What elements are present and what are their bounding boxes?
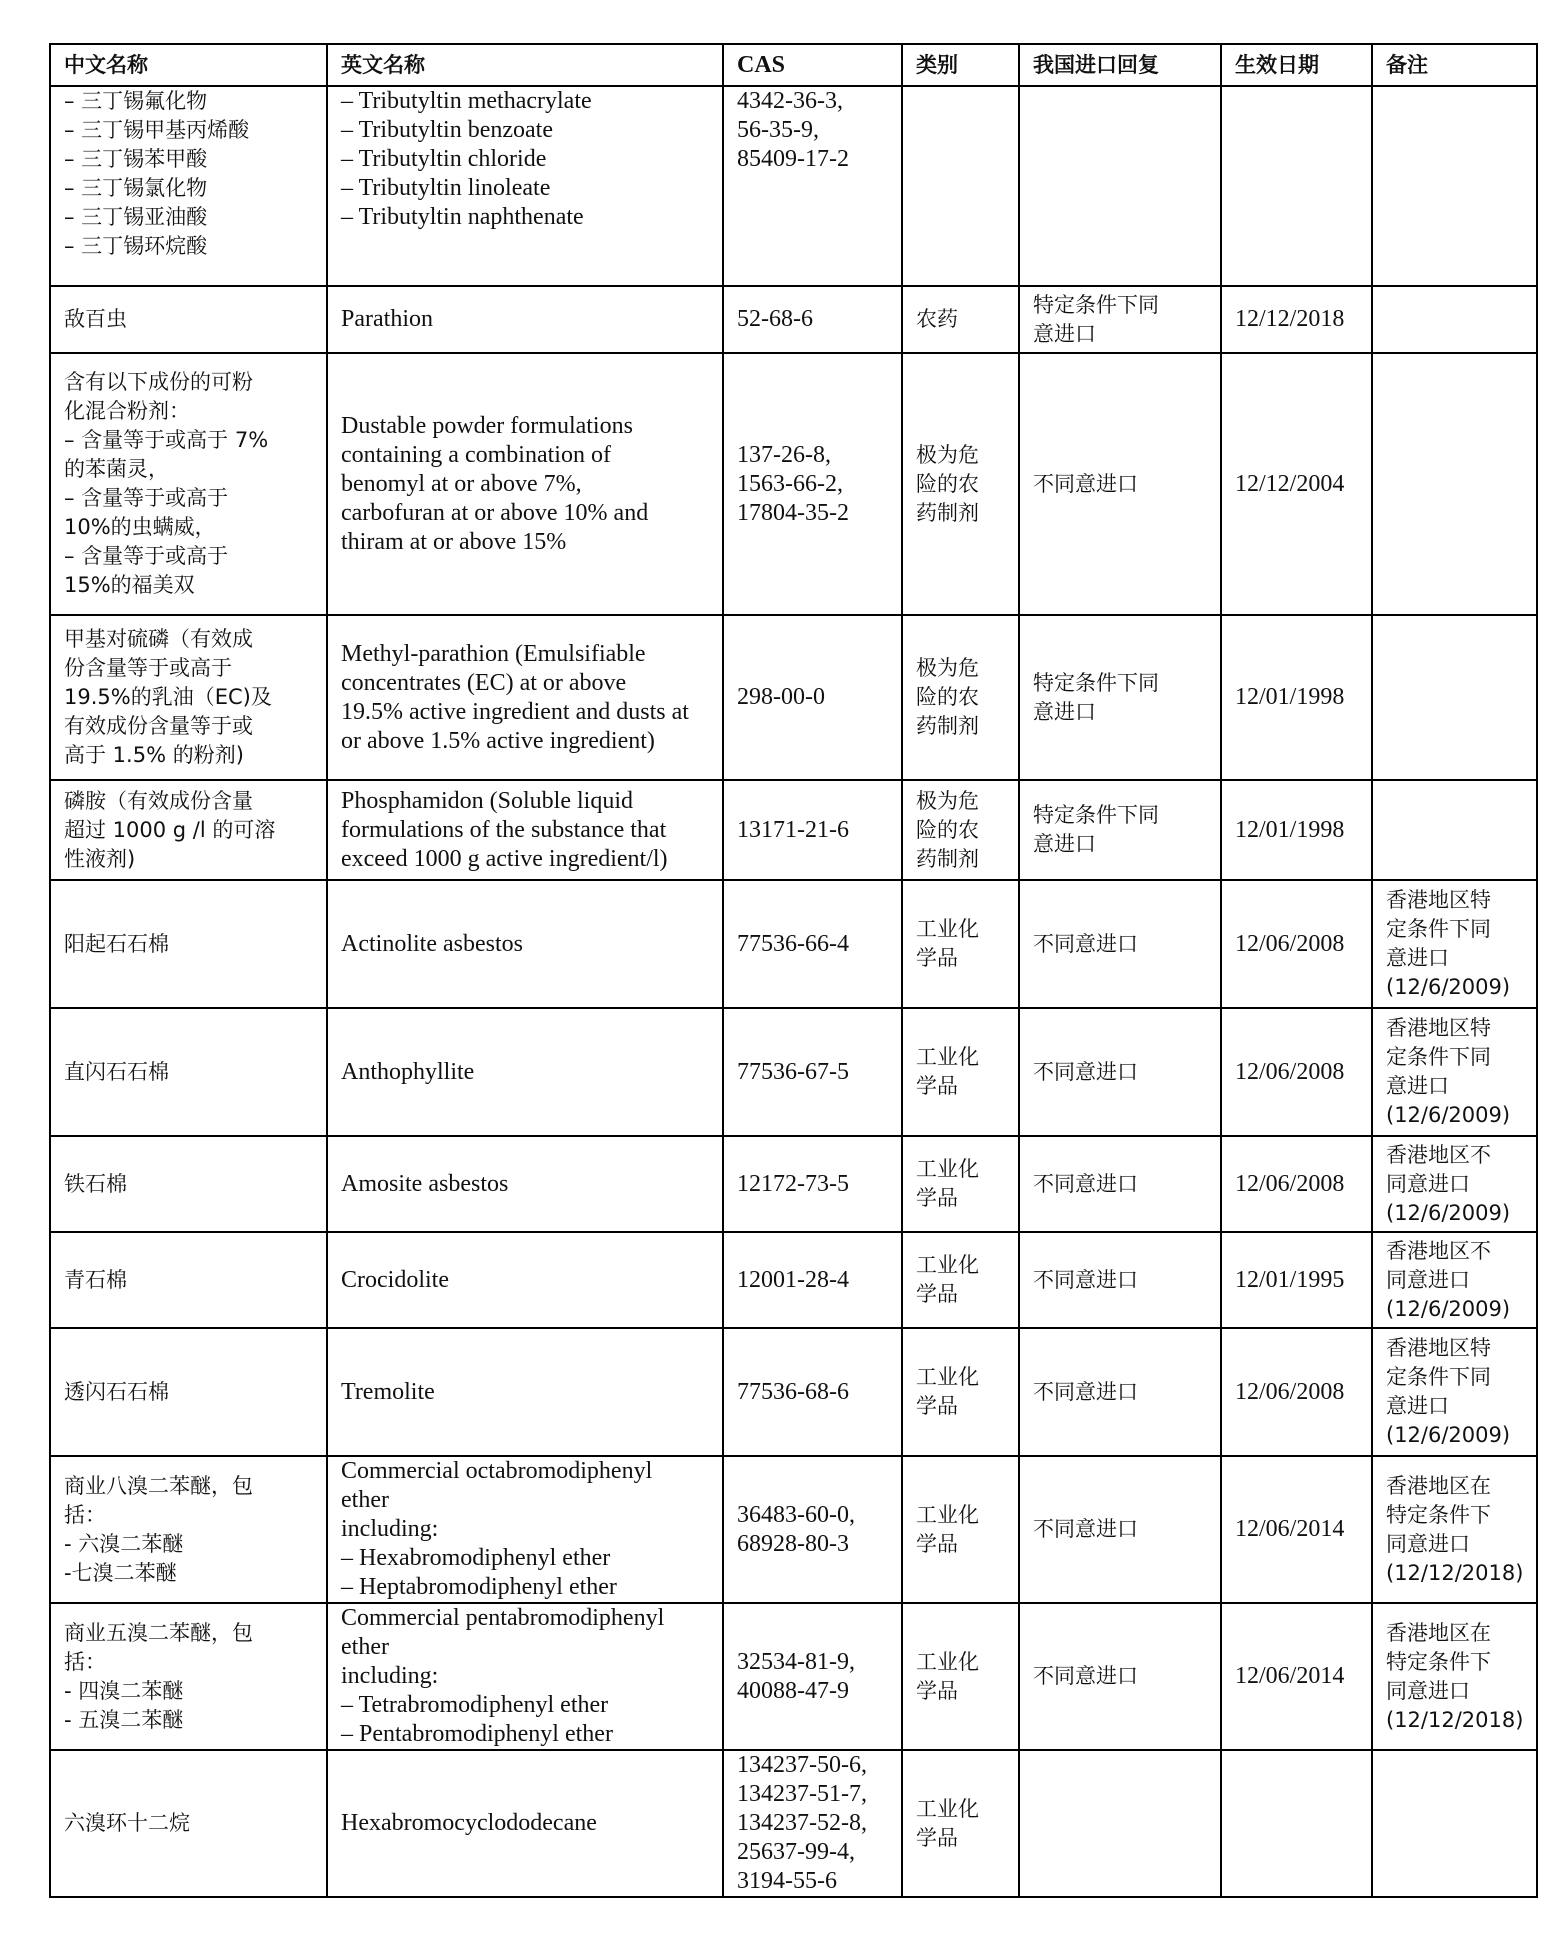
cell-cas: 298-00-0: [723, 615, 902, 780]
cell-category: 工业化 学品: [902, 880, 1019, 1008]
cell-cas: 32534-81-9, 40088-47-9: [723, 1603, 902, 1750]
cell-remarks: 香港地区在 特定条件下 同意进口 (12/12/2018): [1372, 1456, 1537, 1603]
cell-import-reply: [1019, 86, 1221, 286]
cell-import-reply: 不同意进口: [1019, 1232, 1221, 1328]
cell-effective-date: 12/06/2008: [1221, 1328, 1372, 1456]
cell-english-name: Amosite asbestos: [327, 1136, 723, 1232]
cell-effective-date: 12/01/1998: [1221, 615, 1372, 780]
cell-remarks: 香港地区不 同意进口 (12/6/2009): [1372, 1136, 1537, 1232]
table-row: [50, 1232, 1537, 1328]
header-effective-date: 生效日期: [1221, 44, 1372, 86]
cell-chinese-name: 商业八溴二苯醚，包 括： - 六溴二苯醚 -七溴二苯醚: [50, 1456, 327, 1603]
cell-import-reply: 特定条件下同 意进口: [1019, 780, 1221, 880]
table-row: [50, 1750, 1537, 1897]
cell-import-reply: 特定条件下同 意进口: [1019, 286, 1221, 353]
cell-import-reply: 不同意进口: [1019, 1328, 1221, 1456]
table-row: [50, 880, 1537, 1008]
header-english-name: 英文名称: [327, 44, 723, 86]
cell-chinese-name: 直闪石石棉: [50, 1008, 327, 1136]
cell-chinese-name: – 三丁锡氟化物 – 三丁锡甲基丙烯酸 – 三丁锡苯甲酸 – 三丁锡氯化物 – 三丁锡亚油酸 – 三丁锡环烷酸: [50, 86, 327, 286]
table-row: [50, 86, 1537, 286]
cell-category: 极为危 险的农 药制剂: [902, 615, 1019, 780]
cell-chinese-name: 青石棉: [50, 1232, 327, 1328]
cell-category: 极为危 险的农 药制剂: [902, 780, 1019, 880]
cell-effective-date: [1221, 86, 1372, 286]
table-row: [50, 353, 1537, 615]
cell-chinese-name: 商业五溴二苯醚，包 括： - 四溴二苯醚 - 五溴二苯醚: [50, 1603, 327, 1750]
cell-cas: 4342-36-3, 56-35-9, 85409-17-2: [723, 86, 902, 286]
cell-cas: 12172-73-5: [723, 1136, 902, 1232]
cell-cas: 12001-28-4: [723, 1232, 902, 1328]
cell-effective-date: 12/06/2014: [1221, 1603, 1372, 1750]
cell-effective-date: [1221, 1750, 1372, 1897]
header-import-reply: 我国进口回复: [1019, 44, 1221, 86]
cell-category: 工业化 学品: [902, 1136, 1019, 1232]
cell-cas: 134237-50-6, 134237-51-7, 134237-52-8, 25637-99-4, 3194-55-6: [723, 1750, 902, 1897]
cell-remarks: 香港地区特 定条件下同 意进口 (12/6/2009): [1372, 1328, 1537, 1456]
cell-effective-date: 12/06/2014: [1221, 1456, 1372, 1603]
header-chinese-name: 中文名称: [50, 44, 327, 86]
cell-remarks: [1372, 86, 1537, 286]
cell-remarks: 香港地区在 特定条件下 同意进口 (12/12/2018): [1372, 1603, 1537, 1750]
cell-effective-date: 12/06/2008: [1221, 1008, 1372, 1136]
cell-english-name: Methyl-parathion (Emulsifiable concentrates (EC) at or above 19.5% active ingredient and dusts at or above 1.5% active ingredient): [327, 615, 723, 780]
cell-english-name: Hexabromocyclododecane: [327, 1750, 723, 1897]
cell-english-name: Dustable powder formulations containing a combination of benomyl at or above 7%, carbofuran at or above 10% and thiram at or above 15%: [327, 353, 723, 615]
cell-remarks: 香港地区不 同意进口 (12/6/2009): [1372, 1232, 1537, 1328]
header-row: [50, 44, 1537, 86]
cell-import-reply: 不同意进口: [1019, 1603, 1221, 1750]
cell-category: [902, 86, 1019, 286]
cell-cas: 36483-60-0, 68928-80-3: [723, 1456, 902, 1603]
cell-english-name: Commercial octabromodiphenyl ether including: – Hexabromodiphenyl ether – Heptabromodiphenyl ether: [327, 1456, 723, 1603]
cell-import-reply: 不同意进口: [1019, 1136, 1221, 1232]
cell-chinese-name: 阳起石石棉: [50, 880, 327, 1008]
cell-cas: 77536-68-6: [723, 1328, 902, 1456]
cell-cas: 137-26-8, 1563-66-2, 17804-35-2: [723, 353, 902, 615]
cell-english-name: – Tributyltin methacrylate – Tributyltin benzoate – Tributyltin chloride – Tributyltin linoleate – Tributyltin naphthenate: [327, 86, 723, 286]
cell-cas: 13171-21-6: [723, 780, 902, 880]
header-category: 类别: [902, 44, 1019, 86]
cell-english-name: Commercial pentabromodiphenyl ether including: – Tetrabromodiphenyl ether – Pentabromodiphenyl ether: [327, 1603, 723, 1750]
cell-import-reply: 特定条件下同 意进口: [1019, 615, 1221, 780]
cell-effective-date: 12/01/1995: [1221, 1232, 1372, 1328]
cell-cas: 77536-66-4: [723, 880, 902, 1008]
cell-chinese-name: 铁石棉: [50, 1136, 327, 1232]
cell-chinese-name: 含有以下成份的可粉 化混合粉剂： – 含量等于或高于 7% 的苯菌灵， – 含量等于或高于 10%的虫螨威， – 含量等于或高于 15%的福美双: [50, 353, 327, 615]
table-row: [50, 780, 1537, 880]
cell-remarks: [1372, 615, 1537, 780]
cell-remarks: [1372, 1750, 1537, 1897]
table-row: [50, 1456, 1537, 1603]
header-remarks: 备注: [1372, 44, 1537, 86]
cell-english-name: Actinolite asbestos: [327, 880, 723, 1008]
cell-category: 工业化 学品: [902, 1232, 1019, 1328]
cell-category: 工业化 学品: [902, 1456, 1019, 1603]
cell-remarks: 香港地区特 定条件下同 意进口 (12/6/2009): [1372, 1008, 1537, 1136]
cell-chinese-name: 甲基对硫磷（有效成 份含量等于或高于 19.5%的乳油（EC)及 有效成份含量等于或 高于 1.5% 的粉剂): [50, 615, 327, 780]
cell-chinese-name: 六溴环十二烷: [50, 1750, 327, 1897]
cell-effective-date: 12/06/2008: [1221, 880, 1372, 1008]
cell-effective-date: 12/01/1998: [1221, 780, 1372, 880]
cell-import-reply: 不同意进口: [1019, 880, 1221, 1008]
cell-category: 农药: [902, 286, 1019, 353]
cell-import-reply: 不同意进口: [1019, 1456, 1221, 1603]
header-cas: CAS: [723, 44, 902, 86]
cell-category: 工业化 学品: [902, 1008, 1019, 1136]
table-row: [50, 615, 1537, 780]
table-row: [50, 1603, 1537, 1750]
cell-import-reply: [1019, 1750, 1221, 1897]
cell-remarks: [1372, 353, 1537, 615]
cell-cas: 77536-67-5: [723, 1008, 902, 1136]
cell-english-name: Phosphamidon (Soluble liquid formulations of the substance that exceed 1000 g active ingredient/l): [327, 780, 723, 880]
cell-category: 工业化 学品: [902, 1603, 1019, 1750]
cell-cas: 52-68-6: [723, 286, 902, 353]
table-row: [50, 286, 1537, 353]
cell-english-name: Anthophyllite: [327, 1008, 723, 1136]
cell-english-name: Parathion: [327, 286, 723, 353]
cell-remarks: 香港地区特 定条件下同 意进口 (12/6/2009): [1372, 880, 1537, 1008]
cell-english-name: Crocidolite: [327, 1232, 723, 1328]
cell-chinese-name: 敌百虫: [50, 286, 327, 353]
cell-effective-date: 12/06/2008: [1221, 1136, 1372, 1232]
cell-chinese-name: 透闪石石棉: [50, 1328, 327, 1456]
table-row: [50, 1328, 1537, 1456]
cell-english-name: Tremolite: [327, 1328, 723, 1456]
chemical-list-table: [49, 43, 1538, 1898]
cell-category: 极为危 险的农 药制剂: [902, 353, 1019, 615]
cell-import-reply: 不同意进口: [1019, 353, 1221, 615]
cell-category: 工业化 学品: [902, 1328, 1019, 1456]
cell-effective-date: 12/12/2018: [1221, 286, 1372, 353]
cell-import-reply: 不同意进口: [1019, 1008, 1221, 1136]
table-row: [50, 1008, 1537, 1136]
cell-remarks: [1372, 286, 1537, 353]
cell-chinese-name: 磷胺（有效成份含量 超过 1000 g /l 的可溶 性液剂): [50, 780, 327, 880]
cell-category: 工业化 学品: [902, 1750, 1019, 1897]
cell-effective-date: 12/12/2004: [1221, 353, 1372, 615]
table-row: [50, 1136, 1537, 1232]
cell-remarks: [1372, 780, 1537, 880]
